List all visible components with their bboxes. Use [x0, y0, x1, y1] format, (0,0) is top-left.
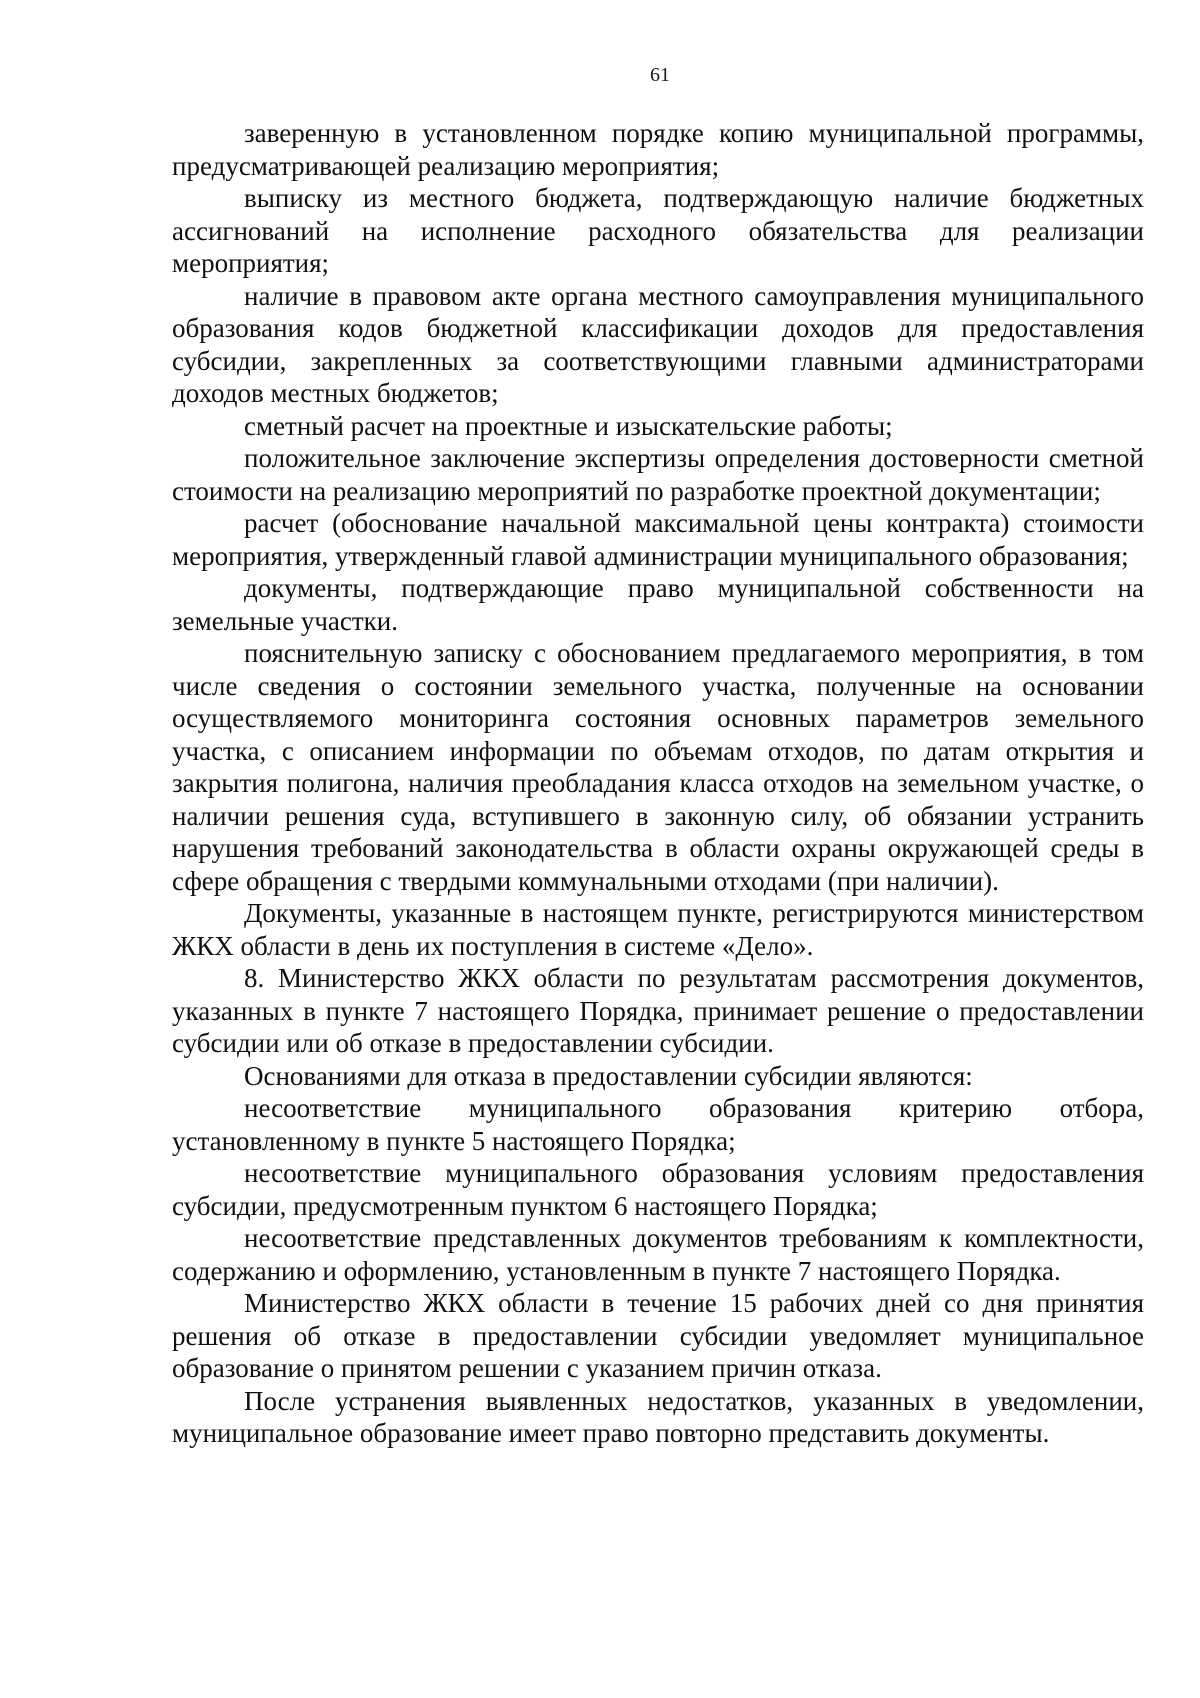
paragraph-documents-mismatch: несоответствие представленных документов требованиям к комплектности, содержанию и оформлению, установленным в пункте 7 настоящего Порядка.	[172, 1223, 1144, 1286]
paragraph-estimate: сметный расчет на проектные и изыскательские работы;	[244, 410, 893, 441]
page-number: 61	[650, 64, 670, 86]
paragraph-clause-8: 8. Министерство ЖКХ области по результатам рассмотрения документов, указанных в пункте 7 настоящего Порядка, принимает решение о предоставлении субсидии или об отказе в предоставлении субсидии.	[172, 963, 1144, 1058]
paragraph-refusal-grounds: Основаниями для отказа в предоставлении субсидии являются:	[244, 1060, 973, 1091]
paragraph-ownership-documents: документы, подтверждающие право муниципальной собственности на земельные участки.	[172, 573, 1144, 636]
document-body	[172, 117, 1144, 1450]
paragraph-notification: Министерство ЖКХ области в течение 15 рабочих дней со дня принятия решения об отказе в предоставлении субсидии уведомляет муниципальное образование о принятом решении с указанием причин отказа.	[172, 1288, 1144, 1383]
paragraph-copy-of-program: заверенную в установленном порядке копию муниципальной программы, предусматривающей реализацию мероприятия;	[172, 118, 1144, 181]
paragraph-criterion-mismatch: несоответствие муниципального образования критерию отбора, установленному в пункте 5 настоящего Порядка;	[172, 1093, 1144, 1156]
paragraph-registration: Документы, указанные в настоящем пункте, регистрируются министерством ЖКХ области в день их поступления в системе «Дело».	[172, 898, 1144, 961]
paragraph-conditions-mismatch: несоответствие муниципального образования условиям предоставления субсидии, предусмотренным пунктом 6 настоящего Порядка;	[172, 1158, 1144, 1221]
paragraph-explanatory-note: пояснительную записку с обоснованием предлагаемого мероприятия, в том числе сведения о состоянии земельного участка, полученные на основании осуществляемого мониторинга состояния основных параметров земельного участка, с описанием информации по объемам отходов, по датам открытия и закрытия полигона, наличия преобладания класса отходов на земельном участке, о наличии решения суда, вступившего в законную силу, об обязании устранить нарушения требований законодательства в области охраны окружающей среды в сфере обращения с твердыми коммунальными отходами (при наличии).	[172, 638, 1144, 896]
paragraph-budget-extract: выписку из местного бюджета, подтверждающую наличие бюджетных ассигнований на исполнение расходного обязательства для реализации мероприятия;	[172, 183, 1144, 278]
paragraph-expertise: положительное заключение экспертизы определения достоверности сметной стоимости на реализацию мероприятий по разработке проектной документации;	[172, 443, 1144, 506]
paragraph-resubmission: После устранения выявленных недостатков, указанных в уведомлении, муниципальное образование имеет право повторно представить документы.	[172, 1385, 1144, 1448]
paragraph-cost-calculation: расчет (обоснование начальной максимальной цены контракта) стоимости мероприятия, утвержденный главой администрации муниципального образования;	[172, 508, 1144, 571]
paragraph-budget-codes: наличие в правовом акте органа местного самоуправления муниципального образования кодов бюджетной классификации доходов для предоставления субсидии, закрепленных за соответствующими главными администраторами доходов местных бюджетов;	[172, 280, 1144, 408]
